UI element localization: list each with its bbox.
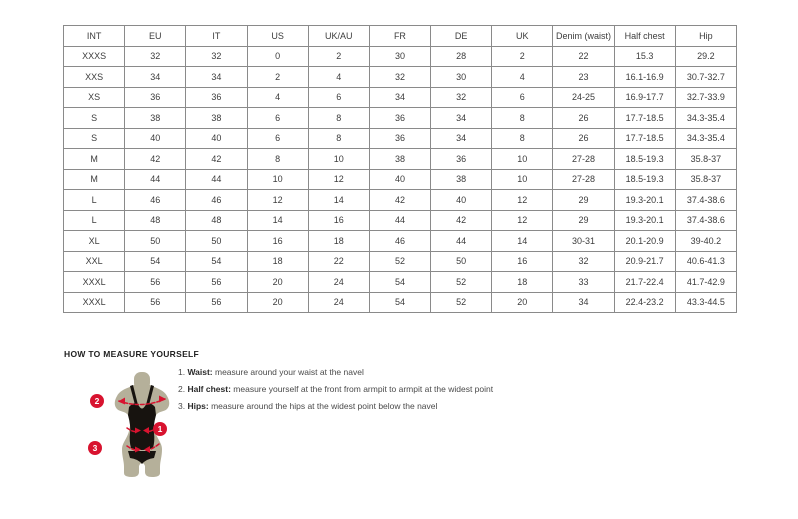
table-cell: 16 <box>492 251 553 272</box>
table-cell: 6 <box>308 87 369 108</box>
table-cell: 44 <box>431 231 492 252</box>
table-cell: 20.1-20.9 <box>614 231 675 252</box>
table-cell: 35.8-37 <box>675 149 736 170</box>
table-cell: 40 <box>431 190 492 211</box>
table-cell: 42 <box>186 149 247 170</box>
table-cell: 29.2 <box>675 46 736 67</box>
table-cell: 28 <box>431 46 492 67</box>
table-cell: 50 <box>431 251 492 272</box>
chest-badge-number: 2 <box>94 396 100 406</box>
table-cell: 10 <box>492 149 553 170</box>
table-cell: 39-40.2 <box>675 231 736 252</box>
table-cell: 17.7-18.5 <box>614 108 675 129</box>
size-table-body <box>64 46 737 313</box>
table-cell: 20 <box>247 292 308 313</box>
table-cell: 24 <box>308 272 369 293</box>
table-row <box>64 87 737 108</box>
table-row <box>64 149 737 170</box>
table-cell: 40 <box>125 128 186 149</box>
column-header: Half chest <box>614 26 675 47</box>
table-cell: XXXL <box>64 292 125 313</box>
instruction-item <box>178 402 493 411</box>
table-cell: XXXL <box>64 272 125 293</box>
table-cell: 20.9-21.7 <box>614 251 675 272</box>
table-cell: 32 <box>553 251 614 272</box>
table-cell: M <box>64 169 125 190</box>
table-cell: 26 <box>553 128 614 149</box>
table-cell: 10 <box>308 149 369 170</box>
table-cell: 17.7-18.5 <box>614 128 675 149</box>
table-cell: 12 <box>492 210 553 231</box>
table-cell: L <box>64 210 125 231</box>
waist-badge-number: 1 <box>157 424 163 434</box>
table-cell: 12 <box>492 190 553 211</box>
table-cell: 50 <box>186 231 247 252</box>
table-cell: 10 <box>492 169 553 190</box>
column-header: FR <box>369 26 430 47</box>
table-cell: 48 <box>125 210 186 231</box>
instruction-text: measure yourself at the front from armpit to armpit at the widest point <box>230 384 494 394</box>
table-cell: 6 <box>247 108 308 129</box>
table-cell: 52 <box>431 272 492 293</box>
table-cell: 4 <box>308 67 369 88</box>
table-cell: 37.4-38.6 <box>675 190 736 211</box>
table-row <box>64 46 737 67</box>
table-cell: 56 <box>125 292 186 313</box>
table-cell: 24-25 <box>553 87 614 108</box>
table-cell: 38 <box>125 108 186 129</box>
column-header: UK <box>492 26 553 47</box>
size-table-header-row <box>64 26 737 47</box>
table-row <box>64 231 737 252</box>
table-row <box>64 169 737 190</box>
table-cell: 30 <box>431 67 492 88</box>
table-cell: 4 <box>247 87 308 108</box>
table-cell: 22.4-23.2 <box>614 292 675 313</box>
table-cell: 6 <box>247 128 308 149</box>
table-cell: 33 <box>553 272 614 293</box>
table-cell: 38 <box>431 169 492 190</box>
table-cell: 34.3-35.4 <box>675 108 736 129</box>
table-cell: 32 <box>369 67 430 88</box>
table-cell: 15.3 <box>614 46 675 67</box>
table-cell: 36 <box>125 87 186 108</box>
table-row <box>64 272 737 293</box>
table-cell: 18 <box>308 231 369 252</box>
table-cell: 18 <box>492 272 553 293</box>
table-cell: 46 <box>125 190 186 211</box>
table-cell: 23 <box>553 67 614 88</box>
table-cell: 2 <box>308 46 369 67</box>
table-cell: 42 <box>431 210 492 231</box>
instruction-number: 2. <box>178 384 188 394</box>
table-cell: 54 <box>369 292 430 313</box>
measure-instructions <box>178 368 493 419</box>
column-header: IT <box>186 26 247 47</box>
hips-badge-number: 3 <box>92 443 98 453</box>
table-cell: 8 <box>308 108 369 129</box>
table-cell: 30 <box>369 46 430 67</box>
table-cell: 56 <box>186 292 247 313</box>
table-cell: 48 <box>186 210 247 231</box>
table-cell: 44 <box>125 169 186 190</box>
table-cell: 30-31 <box>553 231 614 252</box>
table-cell: S <box>64 108 125 129</box>
table-cell: 20 <box>492 292 553 313</box>
table-cell: 16.9-17.7 <box>614 87 675 108</box>
table-cell: 34.3-35.4 <box>675 128 736 149</box>
column-header: UK/AU <box>308 26 369 47</box>
table-cell: 14 <box>492 231 553 252</box>
instruction-label: Hips: <box>187 401 209 411</box>
size-chart-table <box>63 25 737 313</box>
table-cell: 36 <box>369 128 430 149</box>
table-row <box>64 251 737 272</box>
table-cell: 40 <box>369 169 430 190</box>
instruction-item <box>178 385 493 394</box>
table-row <box>64 210 737 231</box>
table-cell: 36 <box>369 108 430 129</box>
table-cell: 21.7-22.4 <box>614 272 675 293</box>
table-cell: 32 <box>431 87 492 108</box>
instruction-number: 1. <box>178 367 188 377</box>
table-cell: 19.3-20.1 <box>614 210 675 231</box>
table-cell: 8 <box>492 128 553 149</box>
table-cell: 43.3-44.5 <box>675 292 736 313</box>
table-cell: XXXS <box>64 46 125 67</box>
table-cell: XL <box>64 231 125 252</box>
table-cell: 16 <box>247 231 308 252</box>
table-row <box>64 67 737 88</box>
table-cell: 29 <box>553 210 614 231</box>
table-cell: 29 <box>553 190 614 211</box>
table-cell: S <box>64 128 125 149</box>
instruction-label: Half chest: <box>187 384 231 394</box>
table-cell: 14 <box>247 210 308 231</box>
table-cell: 27-28 <box>553 169 614 190</box>
table-cell: 10 <box>247 169 308 190</box>
table-cell: 46 <box>186 190 247 211</box>
instruction-text: measure around the hips at the widest point below the navel <box>208 401 438 411</box>
table-cell: 2 <box>492 46 553 67</box>
table-cell: 14 <box>308 190 369 211</box>
table-cell: 22 <box>553 46 614 67</box>
table-cell: 18.5-19.3 <box>614 149 675 170</box>
table-cell: XS <box>64 87 125 108</box>
table-cell: 8 <box>247 149 308 170</box>
table-cell: 34 <box>369 87 430 108</box>
table-cell: 6 <box>492 87 553 108</box>
table-cell: 38 <box>369 149 430 170</box>
table-cell: 18 <box>247 251 308 272</box>
table-cell: 54 <box>125 251 186 272</box>
table-row <box>64 108 737 129</box>
table-cell: 24 <box>308 292 369 313</box>
table-cell: 42 <box>369 190 430 211</box>
table-cell: 52 <box>431 292 492 313</box>
table-cell: 41.7-42.9 <box>675 272 736 293</box>
table-cell: 32 <box>186 46 247 67</box>
table-cell: 36 <box>186 87 247 108</box>
instruction-number: 3. <box>178 401 188 411</box>
table-cell: 40.6-41.3 <box>675 251 736 272</box>
table-cell: 30.7-32.7 <box>675 67 736 88</box>
table-cell: 8 <box>308 128 369 149</box>
table-cell: 34 <box>431 108 492 129</box>
table-cell: 20 <box>247 272 308 293</box>
table-cell: XXL <box>64 251 125 272</box>
table-cell: XXS <box>64 67 125 88</box>
table-cell: 54 <box>369 272 430 293</box>
instruction-label: Waist: <box>187 367 213 377</box>
column-header: Denim (waist) <box>553 26 614 47</box>
table-cell: 34 <box>186 67 247 88</box>
table-cell: 34 <box>125 67 186 88</box>
table-row <box>64 128 737 149</box>
table-cell: 56 <box>125 272 186 293</box>
column-header: US <box>247 26 308 47</box>
column-header: DE <box>431 26 492 47</box>
table-cell: 36 <box>431 149 492 170</box>
table-cell: 12 <box>308 169 369 190</box>
table-cell: 32.7-33.9 <box>675 87 736 108</box>
table-row <box>64 292 737 313</box>
table-cell: 44 <box>369 210 430 231</box>
table-cell: 54 <box>186 251 247 272</box>
table-cell: M <box>64 149 125 170</box>
instruction-text: measure around your waist at the navel <box>212 367 364 377</box>
column-header: Hip <box>675 26 736 47</box>
size-table-head <box>64 26 737 47</box>
column-header: INT <box>64 26 125 47</box>
table-cell: 18.5-19.3 <box>614 169 675 190</box>
table-cell: 34 <box>553 292 614 313</box>
table-cell: 42 <box>125 149 186 170</box>
table-row <box>64 190 737 211</box>
table-cell: 2 <box>247 67 308 88</box>
table-cell: 16.1-16.9 <box>614 67 675 88</box>
table-cell: 16 <box>308 210 369 231</box>
table-cell: 0 <box>247 46 308 67</box>
table-cell: 44 <box>186 169 247 190</box>
table-cell: 40 <box>186 128 247 149</box>
table-cell: 52 <box>369 251 430 272</box>
table-cell: 4 <box>492 67 553 88</box>
table-cell: 19.3-20.1 <box>614 190 675 211</box>
table-cell: 38 <box>186 108 247 129</box>
table-cell: 8 <box>492 108 553 129</box>
table-cell: 50 <box>125 231 186 252</box>
table-cell: L <box>64 190 125 211</box>
instruction-item <box>178 368 493 377</box>
table-cell: 46 <box>369 231 430 252</box>
table-cell: 12 <box>247 190 308 211</box>
table-cell: 56 <box>186 272 247 293</box>
table-cell: 26 <box>553 108 614 129</box>
measure-section-title: HOW TO MEASURE YOURSELF <box>64 349 200 359</box>
table-cell: 22 <box>308 251 369 272</box>
column-header: EU <box>125 26 186 47</box>
table-cell: 27-28 <box>553 149 614 170</box>
table-cell: 32 <box>125 46 186 67</box>
table-cell: 35.8-37 <box>675 169 736 190</box>
table-cell: 34 <box>431 128 492 149</box>
table-cell: 37.4-38.6 <box>675 210 736 231</box>
